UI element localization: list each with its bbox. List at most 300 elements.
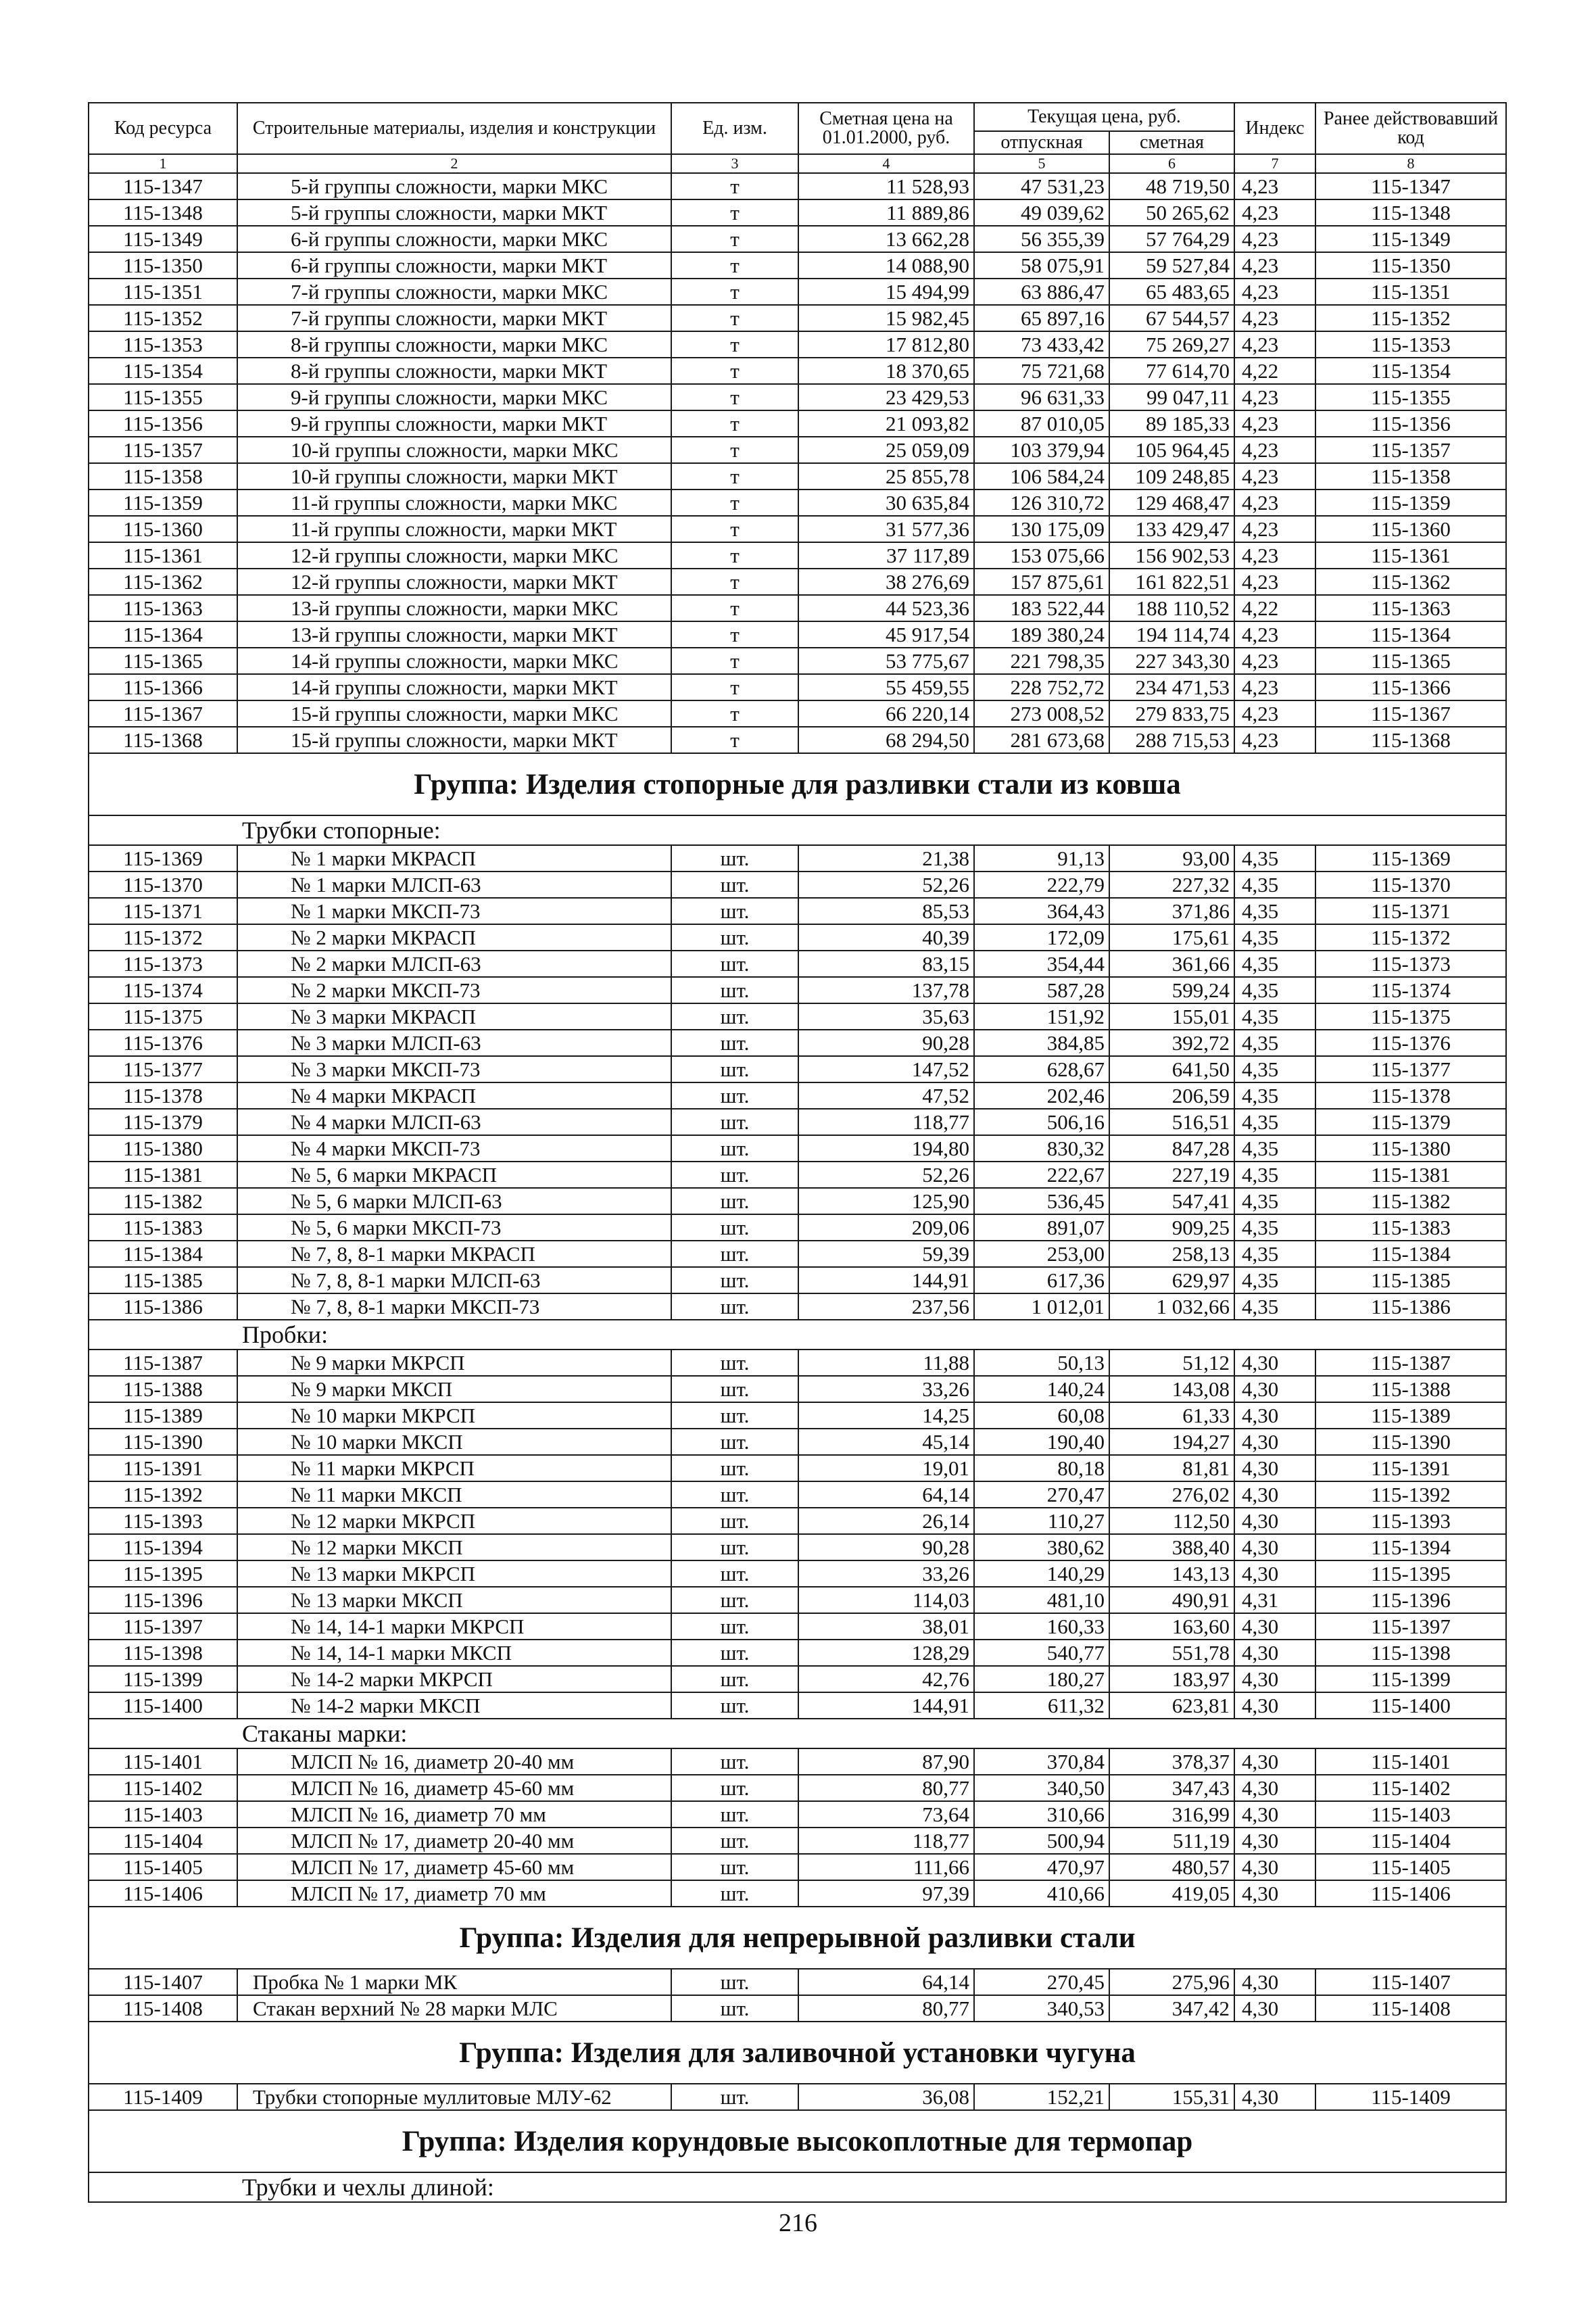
unit: шт. [671,1056,798,1082]
base-price: 73,64 [798,1801,974,1828]
resource-code: 115-1355 [89,384,237,410]
old-code: 115-1377 [1315,1056,1506,1082]
price-table [88,102,1507,2203]
table-row [89,1402,1506,1429]
item-name: МЛСП № 17, диаметр 45-60 мм [237,1854,671,1880]
price-index: 4,23 [1234,437,1315,463]
resource-code: 115-1386 [89,1293,237,1320]
table-row [89,569,1506,595]
item-name: 12-й группы сложности, марки МКС [237,542,671,569]
resource-code: 115-1388 [89,1376,237,1402]
estimate-price: 143,13 [1109,1560,1234,1587]
unit: шт. [671,898,798,924]
resource-code: 115-1384 [89,1241,237,1267]
estimate-price: 67 544,57 [1109,305,1234,331]
release-price: 500,94 [974,1828,1109,1854]
unit: шт. [671,872,798,898]
resource-code: 115-1353 [89,331,237,358]
release-price: 617,36 [974,1267,1109,1293]
price-index: 4,30 [1234,1402,1315,1429]
estimate-price: 65 483,65 [1109,279,1234,305]
unit: т [671,410,798,437]
header-old-code: Ранее действовавший код [1315,103,1506,154]
base-price: 14,25 [798,1402,974,1429]
resource-code: 115-1348 [89,199,237,226]
resource-code: 115-1371 [89,898,237,924]
item-name: 14-й группы сложности, марки МКТ [237,674,671,700]
table-row [89,1003,1506,1030]
subgroup-row [89,1320,1506,1350]
item-name: 6-й группы сложности, марки МКС [237,226,671,252]
base-price: 11 528,93 [798,173,974,199]
resource-code: 115-1362 [89,569,237,595]
unit: т [671,569,798,595]
release-price: 830,32 [974,1135,1109,1162]
table-row [89,516,1506,542]
old-code: 115-1363 [1315,595,1506,621]
table-row [89,595,1506,621]
resource-code: 115-1395 [89,1560,237,1587]
item-name: № 11 марки МКРСП [237,1455,671,1481]
resource-code: 115-1381 [89,1162,237,1188]
unit: т [671,700,798,727]
old-code: 115-1366 [1315,674,1506,700]
item-name: № 9 марки МКСП [237,1376,671,1402]
price-index: 4,23 [1234,569,1315,595]
item-name: Трубки стопорные муллитовые МЛУ-62 [237,2084,671,2110]
estimate-price: 629,97 [1109,1267,1234,1293]
unit: шт. [671,1214,798,1241]
estimate-price: 183,97 [1109,1666,1234,1692]
item-name: Пробка № 1 марки МК [237,1969,671,1995]
unit: шт. [671,1135,798,1162]
base-price: 15 494,99 [798,279,974,305]
old-code: 115-1383 [1315,1214,1506,1241]
old-code: 115-1347 [1315,173,1506,199]
table-row [89,648,1506,674]
estimate-price: 516,51 [1109,1109,1234,1135]
price-index: 4,22 [1234,595,1315,621]
subgroup-row [89,1719,1506,1748]
estimate-price: 392,72 [1109,1030,1234,1056]
old-code: 115-1359 [1315,490,1506,516]
item-name: 9-й группы сложности, марки МКТ [237,410,671,437]
table-row [89,331,1506,358]
old-code: 115-1382 [1315,1188,1506,1214]
price-index: 4,23 [1234,173,1315,199]
table-row [89,463,1506,490]
unit: шт. [671,1030,798,1056]
resource-code: 115-1394 [89,1534,237,1560]
old-code: 115-1368 [1315,727,1506,753]
base-price: 18 370,65 [798,358,974,384]
price-index: 4,35 [1234,1188,1315,1214]
old-code: 115-1357 [1315,437,1506,463]
item-name: № 3 марки МКСП-73 [237,1056,671,1082]
unit: шт. [671,1775,798,1801]
table-row [89,1508,1506,1534]
price-index: 4,23 [1234,331,1315,358]
base-price: 52,26 [798,1162,974,1188]
base-price: 30 635,84 [798,490,974,516]
estimate-price: 378,37 [1109,1748,1234,1775]
unit: шт. [671,1560,798,1587]
table-row [89,1241,1506,1267]
estimate-price: 490,91 [1109,1587,1234,1613]
price-index: 4,35 [1234,872,1315,898]
unit: шт. [671,1995,798,2022]
item-name: 12-й группы сложности, марки МКТ [237,569,671,595]
resource-code: 115-1393 [89,1508,237,1534]
release-price: 49 039,62 [974,199,1109,226]
old-code: 115-1405 [1315,1854,1506,1880]
base-price: 137,78 [798,977,974,1003]
base-price: 31 577,36 [798,516,974,542]
table-row [89,1828,1506,1854]
estimate-price: 909,25 [1109,1214,1234,1241]
item-name: МЛСП № 16, диаметр 45-60 мм [237,1775,671,1801]
table-row [89,252,1506,279]
table-row [89,226,1506,252]
resource-code: 115-1349 [89,226,237,252]
price-index: 4,30 [1234,1880,1315,1907]
estimate-price: 419,05 [1109,1880,1234,1907]
resource-code: 115-1367 [89,700,237,727]
table-row [89,1560,1506,1587]
price-index: 4,30 [1234,1560,1315,1587]
table-row [89,279,1506,305]
price-index: 4,35 [1234,1082,1315,1109]
resource-code: 115-1402 [89,1775,237,1801]
price-index: 4,30 [1234,1455,1315,1481]
item-name: 9-й группы сложности, марки МКС [237,384,671,410]
old-code: 115-1409 [1315,2084,1506,2110]
base-price: 23 429,53 [798,384,974,410]
table-row [89,1613,1506,1640]
release-price: 310,66 [974,1801,1109,1828]
table-row [89,1455,1506,1481]
table-row [89,1135,1506,1162]
price-index: 4,23 [1234,727,1315,753]
estimate-price: 288 715,53 [1109,727,1234,753]
unit: т [671,173,798,199]
resource-code: 115-1387 [89,1350,237,1376]
price-index: 4,35 [1234,1056,1315,1082]
price-index: 4,35 [1234,898,1315,924]
subgroup-label: Стаканы марки: [89,1719,1506,1748]
resource-code: 115-1354 [89,358,237,384]
item-name: № 3 марки МЛСП-63 [237,1030,671,1056]
old-code: 115-1385 [1315,1267,1506,1293]
base-price: 47,52 [798,1082,974,1109]
item-name: МЛСП № 17, диаметр 20-40 мм [237,1828,671,1854]
release-price: 183 522,44 [974,595,1109,621]
estimate-price: 551,78 [1109,1640,1234,1666]
unit: т [671,727,798,753]
old-code: 115-1396 [1315,1587,1506,1613]
estimate-price: 89 185,33 [1109,410,1234,437]
price-index: 4,35 [1234,951,1315,977]
item-name: № 4 марки МКСП-73 [237,1135,671,1162]
table-body [89,103,1506,2202]
unit: шт. [671,1587,798,1613]
base-price: 111,66 [798,1854,974,1880]
estimate-price: 276,02 [1109,1481,1234,1508]
unit: шт. [671,1666,798,1692]
base-price: 19,01 [798,1455,974,1481]
price-index: 4,30 [1234,1828,1315,1854]
column-number: 8 [1315,154,1506,173]
release-price: 222,79 [974,872,1109,898]
table-row [89,1082,1506,1109]
header-unit: Ед. изм. [671,103,798,154]
resource-code: 115-1370 [89,872,237,898]
release-price: 96 631,33 [974,384,1109,410]
release-price: 221 798,35 [974,648,1109,674]
item-name: № 3 марки МКРАСП [237,1003,671,1030]
table-row [89,199,1506,226]
header-name: Строительные материалы, изделия и конструкции [237,103,671,154]
old-code: 115-1381 [1315,1162,1506,1188]
resource-code: 115-1363 [89,595,237,621]
release-price: 130 175,09 [974,516,1109,542]
base-price: 194,80 [798,1135,974,1162]
base-price: 114,03 [798,1587,974,1613]
unit: шт. [671,845,798,872]
table-row [89,437,1506,463]
estimate-price: 1 032,66 [1109,1293,1234,1320]
release-price: 126 310,72 [974,490,1109,516]
table-row [89,305,1506,331]
old-code: 115-1398 [1315,1640,1506,1666]
group-heading-row [89,753,1506,815]
release-price: 364,43 [974,898,1109,924]
release-price: 270,47 [974,1481,1109,1508]
item-name: № 14, 14-1 марки МКСП [237,1640,671,1666]
resource-code: 115-1397 [89,1613,237,1640]
item-name: № 10 марки МКРСП [237,1402,671,1429]
estimate-price: 316,99 [1109,1801,1234,1828]
unit: т [671,226,798,252]
base-price: 97,39 [798,1880,974,1907]
price-index: 4,35 [1234,1241,1315,1267]
resource-code: 115-1400 [89,1692,237,1719]
release-price: 50,13 [974,1350,1109,1376]
price-index: 4,30 [1234,1640,1315,1666]
release-price: 222,67 [974,1162,1109,1188]
item-name: 10-й группы сложности, марки МКТ [237,463,671,490]
price-index: 4,31 [1234,1587,1315,1613]
page-number: 216 [779,2209,817,2237]
base-price: 64,14 [798,1969,974,1995]
resource-code: 115-1352 [89,305,237,331]
table-row [89,1056,1506,1082]
release-price: 140,29 [974,1560,1109,1587]
release-price: 1 012,01 [974,1293,1109,1320]
resource-code: 115-1406 [89,1880,237,1907]
price-index: 4,23 [1234,384,1315,410]
unit: шт. [671,1429,798,1455]
base-price: 118,77 [798,1828,974,1854]
table-row [89,1640,1506,1666]
resource-code: 115-1365 [89,648,237,674]
item-name: № 13 марки МКРСП [237,1560,671,1587]
old-code: 115-1391 [1315,1455,1506,1481]
resource-code: 115-1373 [89,951,237,977]
estimate-price: 57 764,29 [1109,226,1234,252]
base-price: 80,77 [798,1995,974,2022]
item-name: 7-й группы сложности, марки МКС [237,279,671,305]
table-row [89,490,1506,516]
header-release-price: отпускная [974,131,1109,154]
resource-code: 115-1382 [89,1188,237,1214]
resource-code: 115-1375 [89,1003,237,1030]
base-price: 21,38 [798,845,974,872]
unit: шт. [671,1801,798,1828]
unit: шт. [671,1082,798,1109]
table-row [89,951,1506,977]
item-name: 13-й группы сложности, марки МКС [237,595,671,621]
base-price: 25 059,09 [798,437,974,463]
estimate-price: 227,32 [1109,872,1234,898]
price-index: 4,30 [1234,1508,1315,1534]
item-name: МЛСП № 16, диаметр 70 мм [237,1801,671,1828]
estimate-price: 99 047,11 [1109,384,1234,410]
price-index: 4,23 [1234,305,1315,331]
estimate-price: 347,43 [1109,1775,1234,1801]
unit: шт. [671,1969,798,1995]
estimate-price: 234 471,53 [1109,674,1234,700]
estimate-price: 388,40 [1109,1534,1234,1560]
unit: шт. [671,1188,798,1214]
old-code: 115-1408 [1315,1995,1506,2022]
release-price: 106 584,24 [974,463,1109,490]
release-price: 157 875,61 [974,569,1109,595]
old-code: 115-1384 [1315,1241,1506,1267]
estimate-price: 155,31 [1109,2084,1234,2110]
estimate-price: 547,41 [1109,1188,1234,1214]
estimate-price: 227 343,30 [1109,648,1234,674]
unit: шт. [671,1613,798,1640]
base-price: 90,28 [798,1030,974,1056]
header-index: Индекс [1234,103,1315,154]
price-index: 4,23 [1234,621,1315,648]
base-price: 144,91 [798,1267,974,1293]
subgroup-label: Трубки стопорные: [89,815,1506,845]
price-index: 4,30 [1234,1666,1315,1692]
old-code: 115-1364 [1315,621,1506,648]
base-price: 33,26 [798,1376,974,1402]
release-price: 103 379,94 [974,437,1109,463]
release-price: 380,62 [974,1534,1109,1560]
unit: шт. [671,924,798,951]
base-price: 59,39 [798,1241,974,1267]
estimate-price: 511,19 [1109,1828,1234,1854]
price-index: 4,35 [1234,1267,1315,1293]
release-price: 354,44 [974,951,1109,977]
unit: т [671,199,798,226]
base-price: 37 117,89 [798,542,974,569]
price-index: 4,30 [1234,1613,1315,1640]
estimate-price: 61,33 [1109,1402,1234,1429]
resource-code: 115-1378 [89,1082,237,1109]
table-row [89,384,1506,410]
unit: т [671,358,798,384]
base-price: 68 294,50 [798,727,974,753]
item-name: № 1 марки МКРАСП [237,845,671,872]
release-price: 190,40 [974,1429,1109,1455]
item-name: № 4 марки МКРАСП [237,1082,671,1109]
old-code: 115-1367 [1315,700,1506,727]
item-name: № 12 марки МКСП [237,1534,671,1560]
unit: т [671,463,798,490]
resource-code: 115-1358 [89,463,237,490]
estimate-price: 188 110,52 [1109,595,1234,621]
release-price: 281 673,68 [974,727,1109,753]
release-price: 91,13 [974,845,1109,872]
old-code: 115-1369 [1315,845,1506,872]
base-price: 64,14 [798,1481,974,1508]
item-name: № 13 марки МКСП [237,1587,671,1613]
resource-code: 115-1383 [89,1214,237,1241]
table-row [89,898,1506,924]
unit: шт. [671,1828,798,1854]
table-row [89,1429,1506,1455]
release-price: 587,28 [974,977,1109,1003]
table-row [89,1801,1506,1828]
unit: шт. [671,1109,798,1135]
unit: шт. [671,1880,798,1907]
table-row [89,1666,1506,1692]
price-index: 4,23 [1234,516,1315,542]
item-name: № 5, 6 марки МКСП-73 [237,1214,671,1241]
resource-code: 115-1391 [89,1455,237,1481]
resource-code: 115-1390 [89,1429,237,1455]
base-price: 11 889,86 [798,199,974,226]
unit: шт. [671,1534,798,1560]
resource-code: 115-1385 [89,1267,237,1293]
base-price: 144,91 [798,1692,974,1719]
resource-code: 115-1399 [89,1666,237,1692]
column-number: 1 [89,154,237,173]
resource-code: 115-1389 [89,1402,237,1429]
item-name: 5-й группы сложности, марки МКТ [237,199,671,226]
estimate-price: 93,00 [1109,845,1234,872]
item-name: 13-й группы сложности, марки МКТ [237,621,671,648]
item-name: № 1 марки МЛСП-63 [237,872,671,898]
base-price: 15 982,45 [798,305,974,331]
estimate-price: 194 114,74 [1109,621,1234,648]
old-code: 115-1404 [1315,1828,1506,1854]
estimate-price: 75 269,27 [1109,331,1234,358]
estimate-price: 175,61 [1109,924,1234,951]
release-price: 110,27 [974,1508,1109,1534]
table-row [89,1969,1506,1995]
old-code: 115-1393 [1315,1508,1506,1534]
price-index: 4,35 [1234,1135,1315,1162]
old-code: 115-1354 [1315,358,1506,384]
release-price: 202,46 [974,1082,1109,1109]
unit: шт. [671,1508,798,1534]
item-name: 14-й группы сложности, марки МКС [237,648,671,674]
price-index: 4,30 [1234,1969,1315,1995]
estimate-price: 480,57 [1109,1854,1234,1880]
resource-code: 115-1377 [89,1056,237,1082]
table-row [89,1162,1506,1188]
item-name: 15-й группы сложности, марки МКТ [237,727,671,753]
estimate-price: 112,50 [1109,1508,1234,1534]
item-name: 11-й группы сложности, марки МКС [237,490,671,516]
